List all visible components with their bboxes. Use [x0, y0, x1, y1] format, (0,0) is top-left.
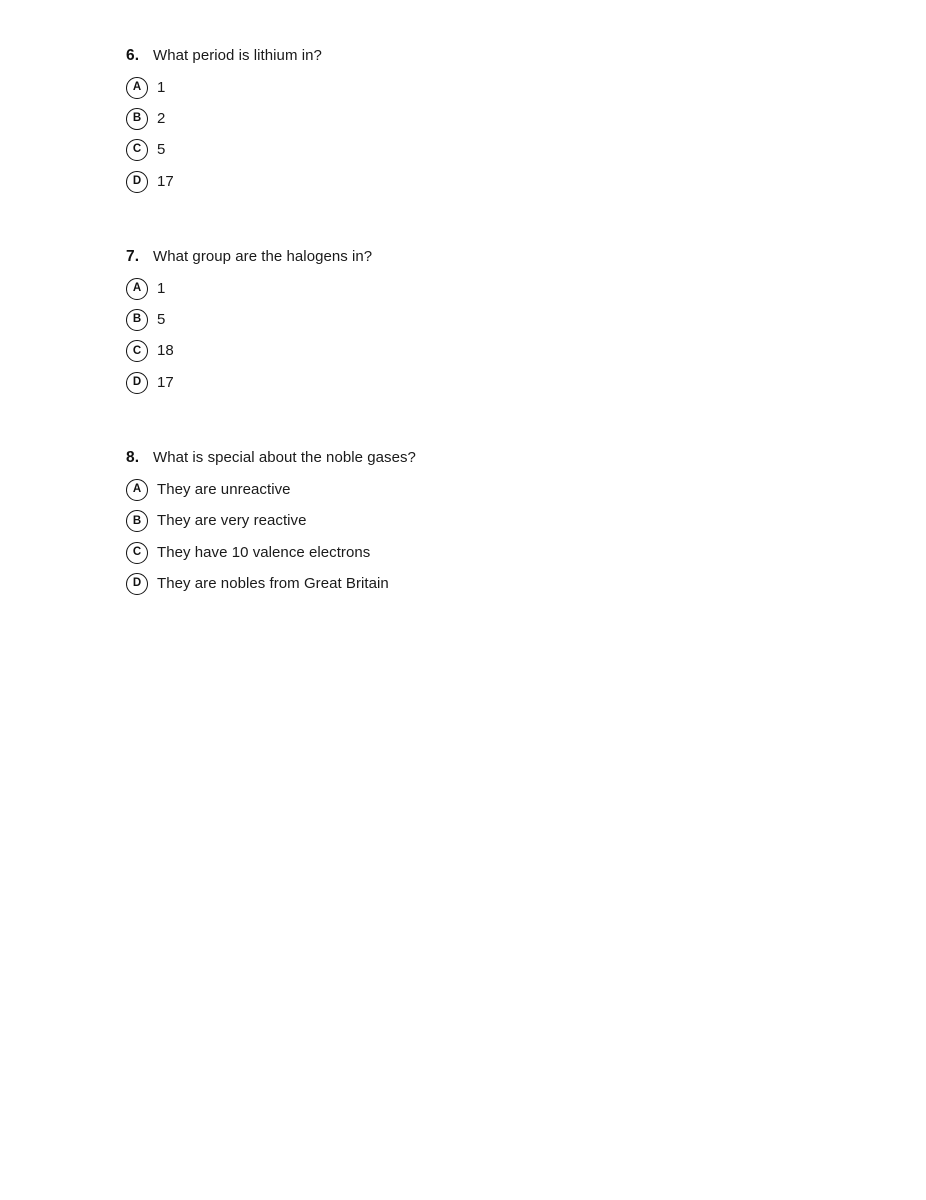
question-number: 7.: [126, 248, 140, 266]
option-bubble-b[interactable]: B: [126, 108, 148, 130]
option-label: 18: [157, 342, 174, 360]
question-block: [126, 446, 886, 599]
option-row[interactable]: [126, 367, 886, 398]
option-bubble-a[interactable]: A: [126, 479, 148, 501]
option-label: They are nobles from Great Britain: [157, 574, 389, 592]
option-bubble-d[interactable]: D: [126, 372, 148, 394]
option-label: 2: [157, 109, 166, 127]
question-number: 6.: [126, 47, 140, 64]
option-bubble-d[interactable]: D: [126, 171, 148, 193]
option-label: 17: [157, 172, 174, 190]
option-row[interactable]: [126, 72, 886, 103]
option-bubble-b[interactable]: B: [126, 309, 148, 331]
option-label: 1: [157, 279, 166, 297]
option-label: 5: [157, 311, 166, 329]
option-label: 1: [157, 78, 166, 96]
question-heading: [126, 44, 886, 68]
option-bubble-c[interactable]: C: [126, 542, 148, 564]
question-list: [126, 44, 886, 600]
option-list: [126, 474, 886, 599]
option-row[interactable]: [126, 336, 886, 367]
option-label: They have 10 valence electrons: [157, 543, 371, 561]
option-bubble-c[interactable]: C: [126, 340, 148, 362]
question-number: 8.: [126, 449, 140, 467]
option-row[interactable]: [126, 135, 886, 166]
option-label: They are unreactive: [157, 481, 291, 499]
question-heading: [126, 245, 886, 269]
option-row[interactable]: [126, 273, 886, 304]
option-list: [126, 273, 886, 398]
option-bubble-b[interactable]: B: [126, 510, 148, 532]
option-label: 5: [157, 141, 166, 159]
option-label: 17: [157, 373, 174, 391]
option-row[interactable]: [126, 166, 886, 197]
option-row[interactable]: [126, 506, 886, 537]
option-bubble-a[interactable]: A: [126, 278, 148, 300]
option-row[interactable]: [126, 537, 886, 568]
option-bubble-c[interactable]: C: [126, 139, 148, 161]
option-row[interactable]: [126, 103, 886, 134]
option-row[interactable]: [126, 474, 886, 505]
question-prompt: What is special about the noble gases?: [153, 449, 416, 467]
option-list: [126, 72, 886, 197]
question-prompt: What group are the halogens in?: [153, 248, 373, 266]
option-bubble-a[interactable]: A: [126, 77, 148, 99]
option-row[interactable]: [126, 304, 886, 335]
option-row[interactable]: [126, 568, 886, 599]
question-block: [126, 44, 886, 197]
question-prompt: What period is lithium in?: [153, 47, 322, 64]
question-block: [126, 245, 886, 398]
option-label: They are very reactive: [157, 512, 307, 530]
option-bubble-d[interactable]: D: [126, 573, 148, 595]
question-heading: [126, 446, 886, 470]
